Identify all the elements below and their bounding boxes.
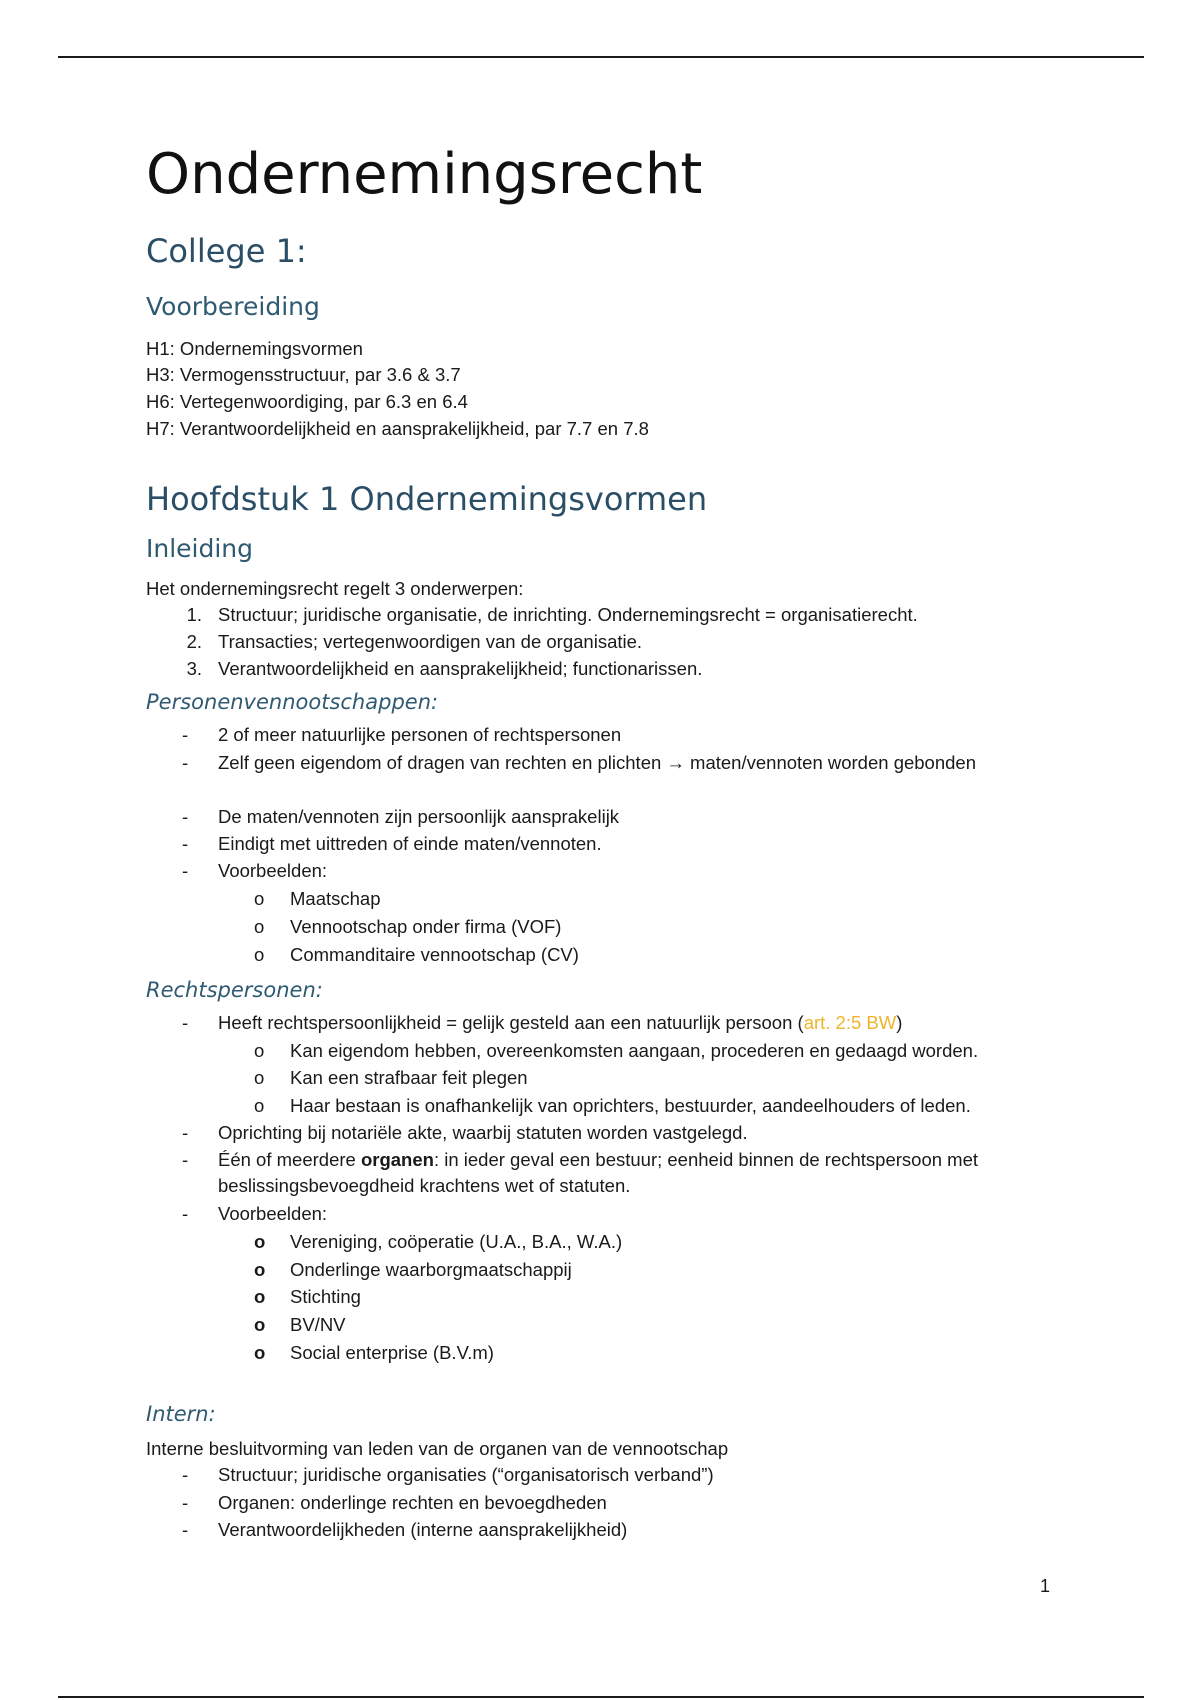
dash-marker: - <box>182 1149 189 1170</box>
bullet-item <box>182 1120 1048 1146</box>
bullet-item <box>182 1517 1048 1543</box>
intern-heading: Intern: <box>146 1402 216 1426</box>
circle-marker: o <box>254 916 265 937</box>
bullet-item <box>182 722 1048 748</box>
personen-heading: Personenvennootschappen: <box>146 690 439 714</box>
header-rule <box>58 56 1144 58</box>
dash-marker: - <box>182 1203 189 1224</box>
circle-marker: o <box>254 1259 266 1280</box>
footer-rule <box>58 1696 1144 1698</box>
bullet-item <box>182 1010 1048 1036</box>
bullet-item-text: Structuur; juridische organisaties (“organisatorisch verband”) <box>218 1464 714 1485</box>
paren-open: ( <box>797 1012 804 1033</box>
sub-bullet-text: Vennootschap onder firma (VOF) <box>290 916 562 937</box>
bullet-item <box>182 1201 1048 1227</box>
numbered-item <box>186 602 1048 628</box>
sub-bullet-text: Kan eigendom hebben, overeenkomsten aangaan, procederen en gedaagd worden. <box>290 1040 979 1061</box>
bullet-item-text: Organen: onderlinge rechten en bevoegdheden <box>218 1492 607 1513</box>
bullet-item-text: Voorbeelden: <box>218 1203 328 1224</box>
dash-marker: - <box>182 1492 189 1513</box>
circle-marker: o <box>254 1342 266 1363</box>
bold-term: organen <box>360 1149 434 1170</box>
inleiding-intro: Het ondernemingsrecht regelt 3 onderwerpen: <box>146 578 524 599</box>
sub-bullet-text: Vereniging, coöperatie (U.A., B.A., W.A.) <box>290 1231 623 1252</box>
numbered-item-text: Transacties; vertegenwoordigen van de organisatie. <box>218 631 643 652</box>
page-number: 1 <box>1040 1576 1051 1596</box>
circle-marker: o <box>254 1040 265 1061</box>
bullet-item-text: Zelf geen eigendom of dragen van rechten en plichten → maten/vennoten worden gebonden <box>218 752 977 773</box>
law-reference: art. 2:5 BW <box>803 1012 897 1033</box>
circle-marker: o <box>254 1067 265 1088</box>
sub-bullet-text: Kan een strafbaar feit plegen <box>290 1067 528 1088</box>
rechtspersonen-heading: Rechtspersonen: <box>146 978 323 1002</box>
sub-bullet-text: Maatschap <box>290 888 381 909</box>
numbered-item-text: Structuur; juridische organisatie, de inrichting. Ondernemingsrecht = organisatierecht. <box>218 604 918 625</box>
sub-bullet-text: Social enterprise (B.V.m) <box>290 1342 494 1363</box>
sub-bullet-item <box>254 1038 1060 1064</box>
dash-marker: - <box>182 1519 189 1540</box>
number-marker: 1. <box>186 604 202 625</box>
dash-marker: - <box>182 860 189 881</box>
intern-intro: Interne besluitvorming van leden van de organen van de vennootschap <box>146 1438 729 1459</box>
bullet-item <box>182 804 1048 830</box>
prep-line: H7: Verantwoordelijkheid en aansprakelijkheid, par 7.7 en 7.8 <box>146 418 649 439</box>
bullet-item-text: 2 of meer natuurlijke personen of rechtspersonen <box>218 724 622 745</box>
numbered-item <box>186 656 1048 682</box>
dash-marker: - <box>182 724 189 745</box>
sub-bullet-item <box>254 914 1060 940</box>
dash-marker: - <box>182 752 189 773</box>
dash-marker: - <box>182 1122 189 1143</box>
sub-bullet-item <box>254 886 1060 912</box>
sub-bullet-item <box>254 1340 1060 1366</box>
dash-marker: - <box>182 1012 189 1033</box>
sub-bullet-item <box>254 1229 1060 1255</box>
sub-bullet-text: Commanditaire vennootschap (CV) <box>290 944 579 965</box>
sub-bullet-item <box>254 1312 1060 1338</box>
voorbereiding-heading: Voorbereiding <box>146 292 320 321</box>
numbered-item <box>186 629 1048 655</box>
sub-bullet-text: BV/NV <box>290 1314 346 1335</box>
number-marker: 3. <box>186 658 202 679</box>
sub-bullet-item <box>254 942 1060 968</box>
bullet-item <box>182 1462 1048 1488</box>
bullet-item <box>182 1490 1048 1516</box>
document-title: Ondernemingsrecht <box>146 142 703 207</box>
bullet-item-text: Één of meerdere <box>218 1149 361 1170</box>
circle-marker: o <box>254 1286 266 1307</box>
dash-marker: - <box>182 833 189 854</box>
inleiding-heading: Inleiding <box>146 534 254 563</box>
circle-marker: o <box>254 1314 266 1335</box>
bullet-item <box>182 858 1048 884</box>
numbered-item-text: Verantwoordelijkheid en aansprakelijkheid; functionarissen. <box>218 658 703 679</box>
sub-bullet-text: Stichting <box>290 1286 361 1307</box>
college-heading: College 1: <box>146 232 307 270</box>
sub-bullet-item <box>254 1065 1060 1091</box>
prep-line: H6: Vertegenwoordiging, par 6.3 en 6.4 <box>146 391 468 412</box>
prep-line: H3: Vermogensstructuur, par 3.6 & 3.7 <box>146 364 461 385</box>
circle-marker: o <box>254 944 265 965</box>
bullet-item <box>182 750 978 776</box>
sub-bullet-item <box>254 1257 1060 1283</box>
prep-line: H1: Ondernemingsvormen <box>146 338 363 359</box>
bullet-item <box>182 1147 1048 1199</box>
sub-bullet-item <box>254 1284 1060 1310</box>
bullet-item-text: Eindigt met uittreden of einde maten/vennoten. <box>218 833 602 854</box>
dash-marker: - <box>182 1464 189 1485</box>
circle-marker: o <box>254 1231 266 1252</box>
bullet-item-text: De maten/vennoten zijn persoonlijk aansprakelijk <box>218 806 620 827</box>
dash-marker: - <box>182 806 189 827</box>
sub-bullet-text: Onderlinge waarborgmaatschappij <box>290 1259 572 1280</box>
sub-bullet-text: Haar bestaan is onafhankelijk van oprichters, bestuurder, aandeelhouders of leden. <box>290 1095 971 1116</box>
sub-bullet-item <box>254 1093 1060 1119</box>
paren-close: ) <box>896 1012 903 1033</box>
bullet-item <box>182 831 1048 857</box>
bullet-item-text: Heeft rechtspersoonlijkheid = gelijk gesteld aan een natuurlijk persoon <box>218 1012 798 1033</box>
bullet-item-text: Verantwoordelijkheden (interne aansprakelijkheid) <box>218 1519 628 1540</box>
bullet-item-text: : in ieder geval een bestuur; eenheid binnen de rechtspersoon met beslissingsbevoegdheid krachtens wet of statuten. <box>218 1149 978 1196</box>
bullet-item-text: Oprichting bij notariële akte, waarbij statuten worden vastgelegd. <box>218 1122 748 1143</box>
number-marker: 2. <box>186 631 202 652</box>
bullet-item-text: Voorbeelden: <box>218 860 328 881</box>
circle-marker: o <box>254 1095 265 1116</box>
circle-marker: o <box>254 888 265 909</box>
chapter-heading: Hoofdstuk 1 Ondernemingsvormen <box>146 480 708 518</box>
